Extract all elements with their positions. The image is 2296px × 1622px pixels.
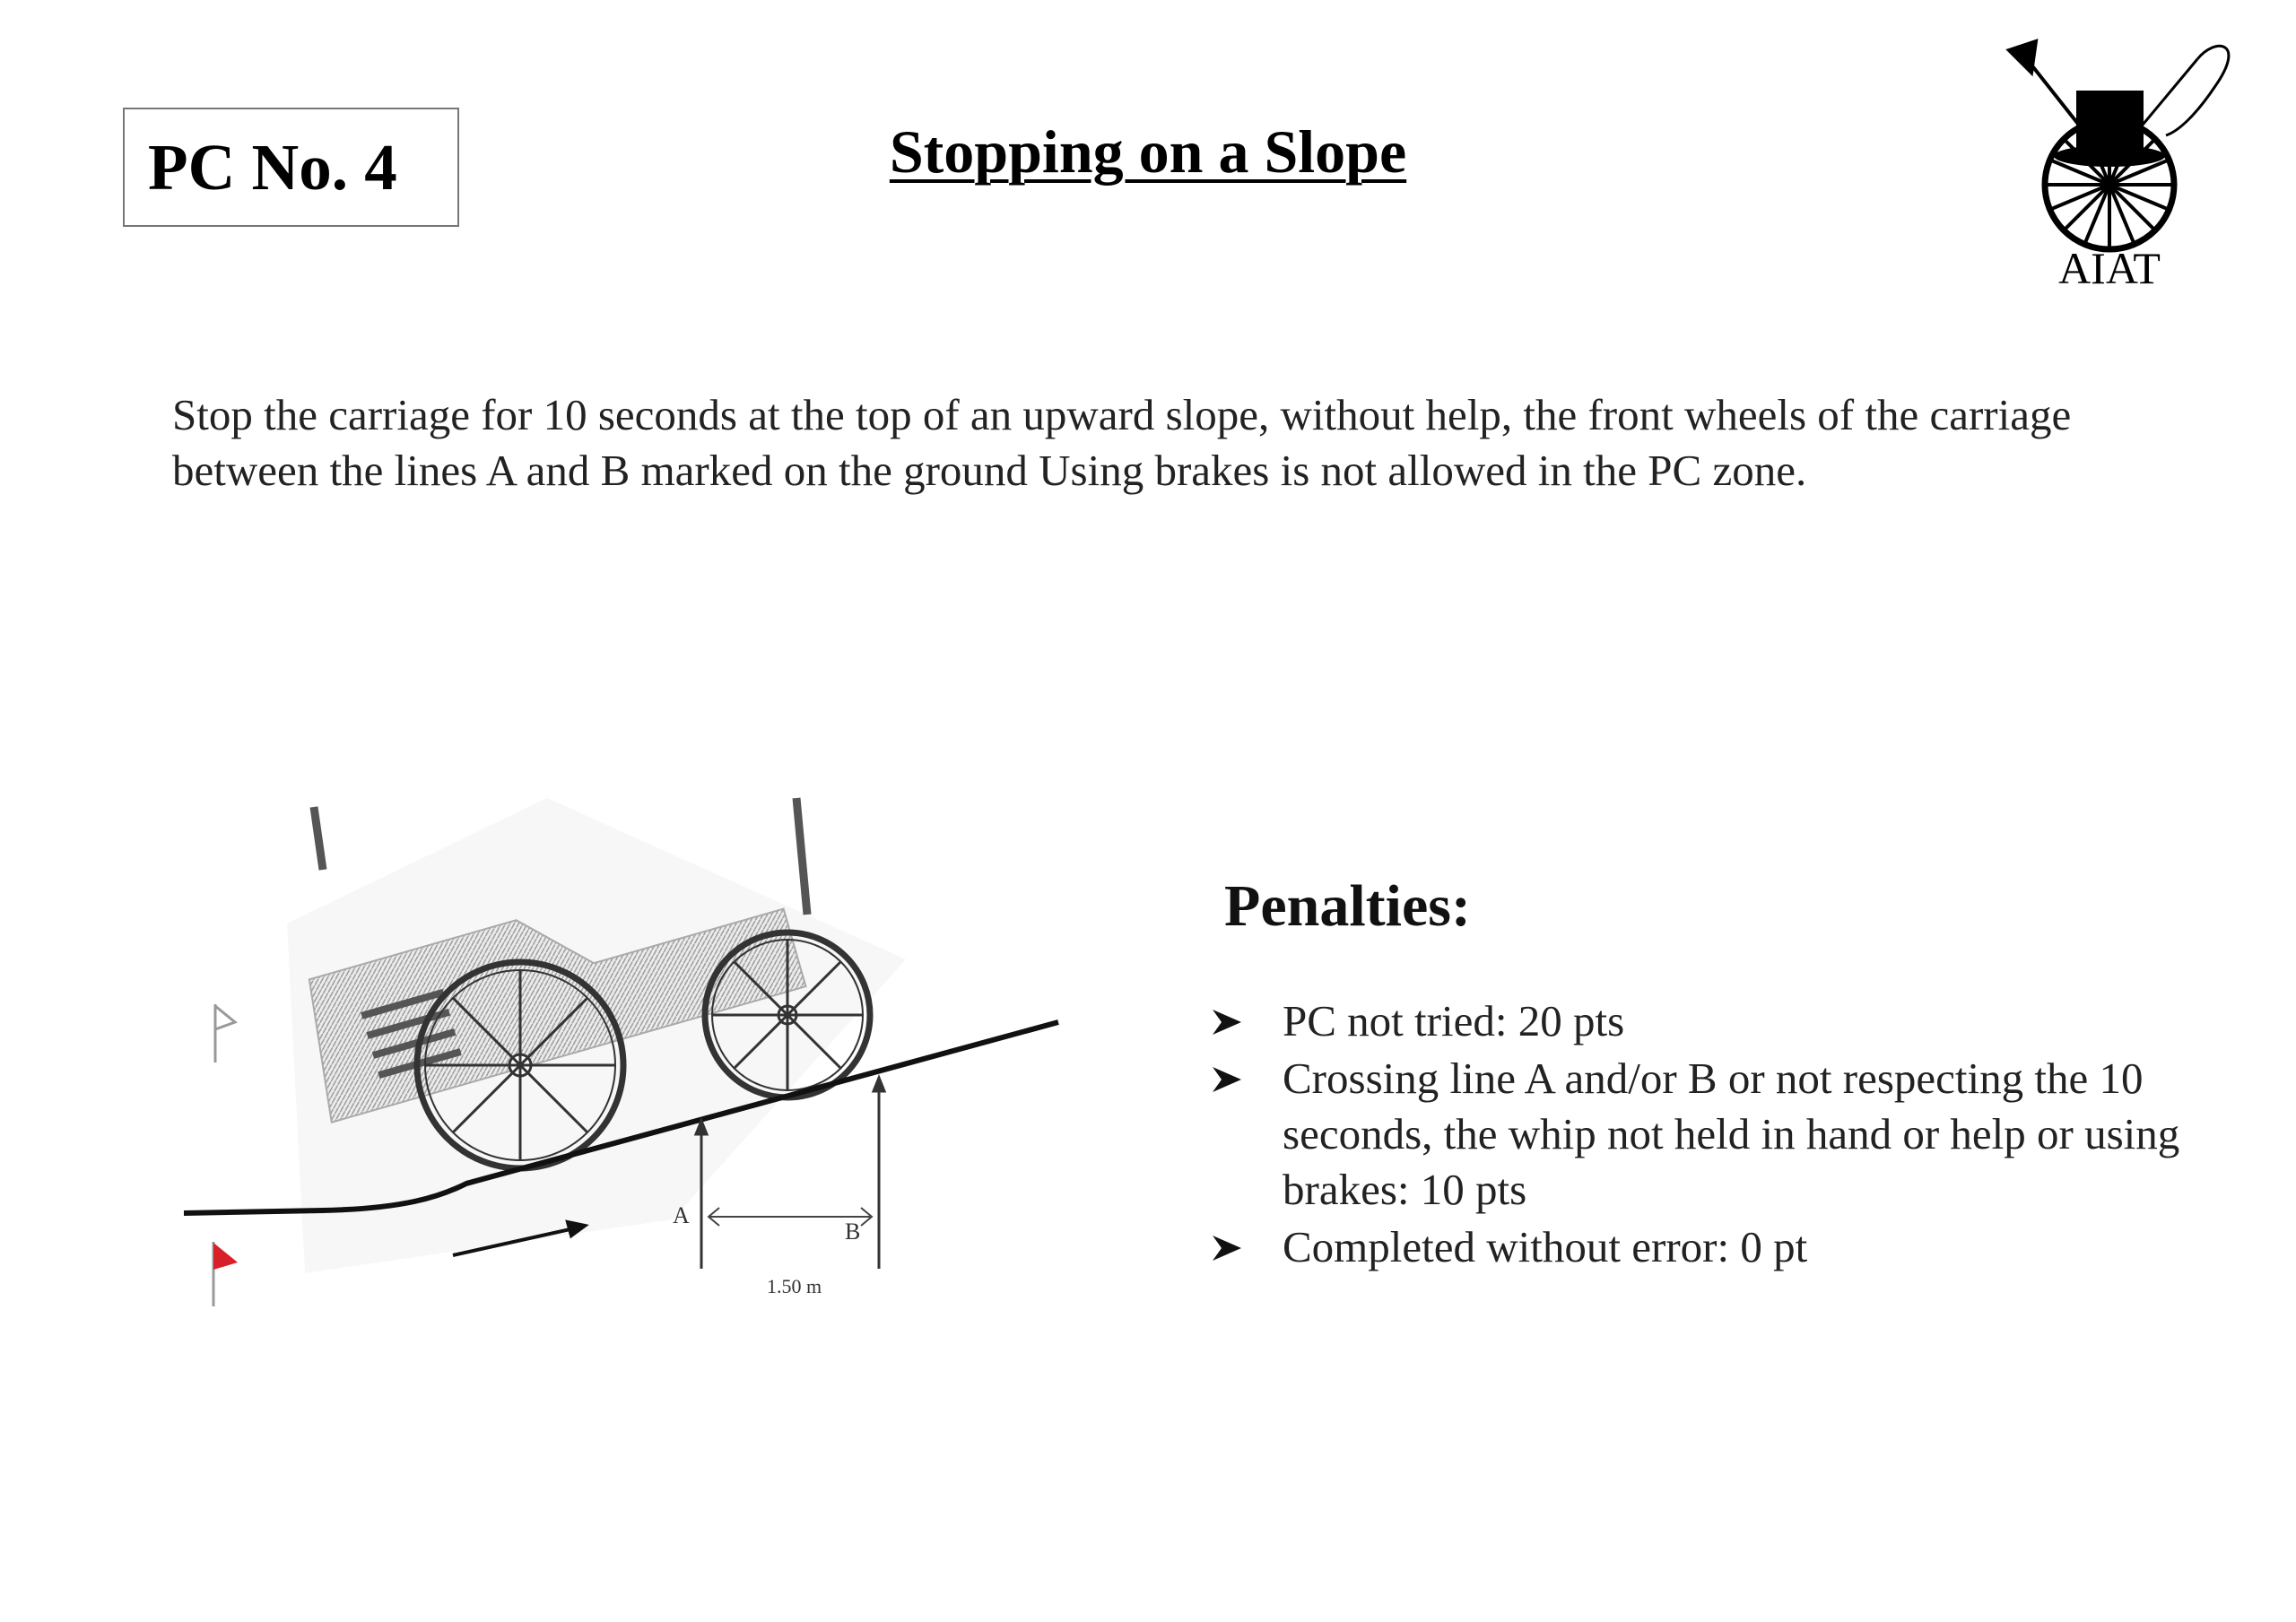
pc-number-box <box>123 108 459 227</box>
penalty-text: Completed without error: 0 pt <box>1283 1222 1808 1271</box>
arrowhead-bullet-icon <box>1211 1063 1243 1096</box>
list-item <box>1211 1051 2242 1218</box>
wheel-icon <box>2045 120 2174 249</box>
rear-wheel <box>417 962 623 1168</box>
arrowhead-bullet-icon <box>1211 1006 1243 1038</box>
instructions-text: Stop the carriage for 10 seconds at the top of an upward slope, without help, the front wheels of the carriage between the lines A and B marked on the ground Using brakes is not allowed in the PC zone. <box>172 390 2072 495</box>
red-flag-cloth <box>213 1243 238 1270</box>
slope-diagram <box>170 771 1085 1336</box>
penalty-text: Crossing line A and/or B or not respecting the 10 seconds, the whip not held in hand or help or using brakes: 10 pts <box>1283 1054 2180 1214</box>
front-wheel <box>705 932 870 1097</box>
arrowhead-bullet-icon <box>1211 1232 1243 1264</box>
red-flag-icon <box>213 1242 238 1306</box>
penalty-text: PC not tried: 20 pts <box>1283 996 1625 1045</box>
aiat-logo <box>2000 32 2233 292</box>
list-item <box>1211 1219 2242 1275</box>
pc-number-label: PC No. 4 <box>148 131 397 204</box>
whip-post-front <box>796 798 807 915</box>
flag-outline-icon <box>215 1004 235 1063</box>
page-title: Stopping on a Slope <box>889 117 1407 186</box>
whip-post-rear <box>314 807 323 870</box>
distance-label: 1.50 m <box>767 1275 822 1297</box>
logo-text: AIAT <box>2058 243 2161 292</box>
line-a-label: A <box>673 1202 690 1228</box>
line-b-label: B <box>845 1219 861 1245</box>
list-item <box>1211 993 2242 1049</box>
penalty-list <box>1211 993 2242 1277</box>
penalties-heading: Penalties: <box>1224 873 1471 939</box>
whip-icon <box>2130 46 2229 140</box>
line-b-marker <box>874 1078 884 1269</box>
